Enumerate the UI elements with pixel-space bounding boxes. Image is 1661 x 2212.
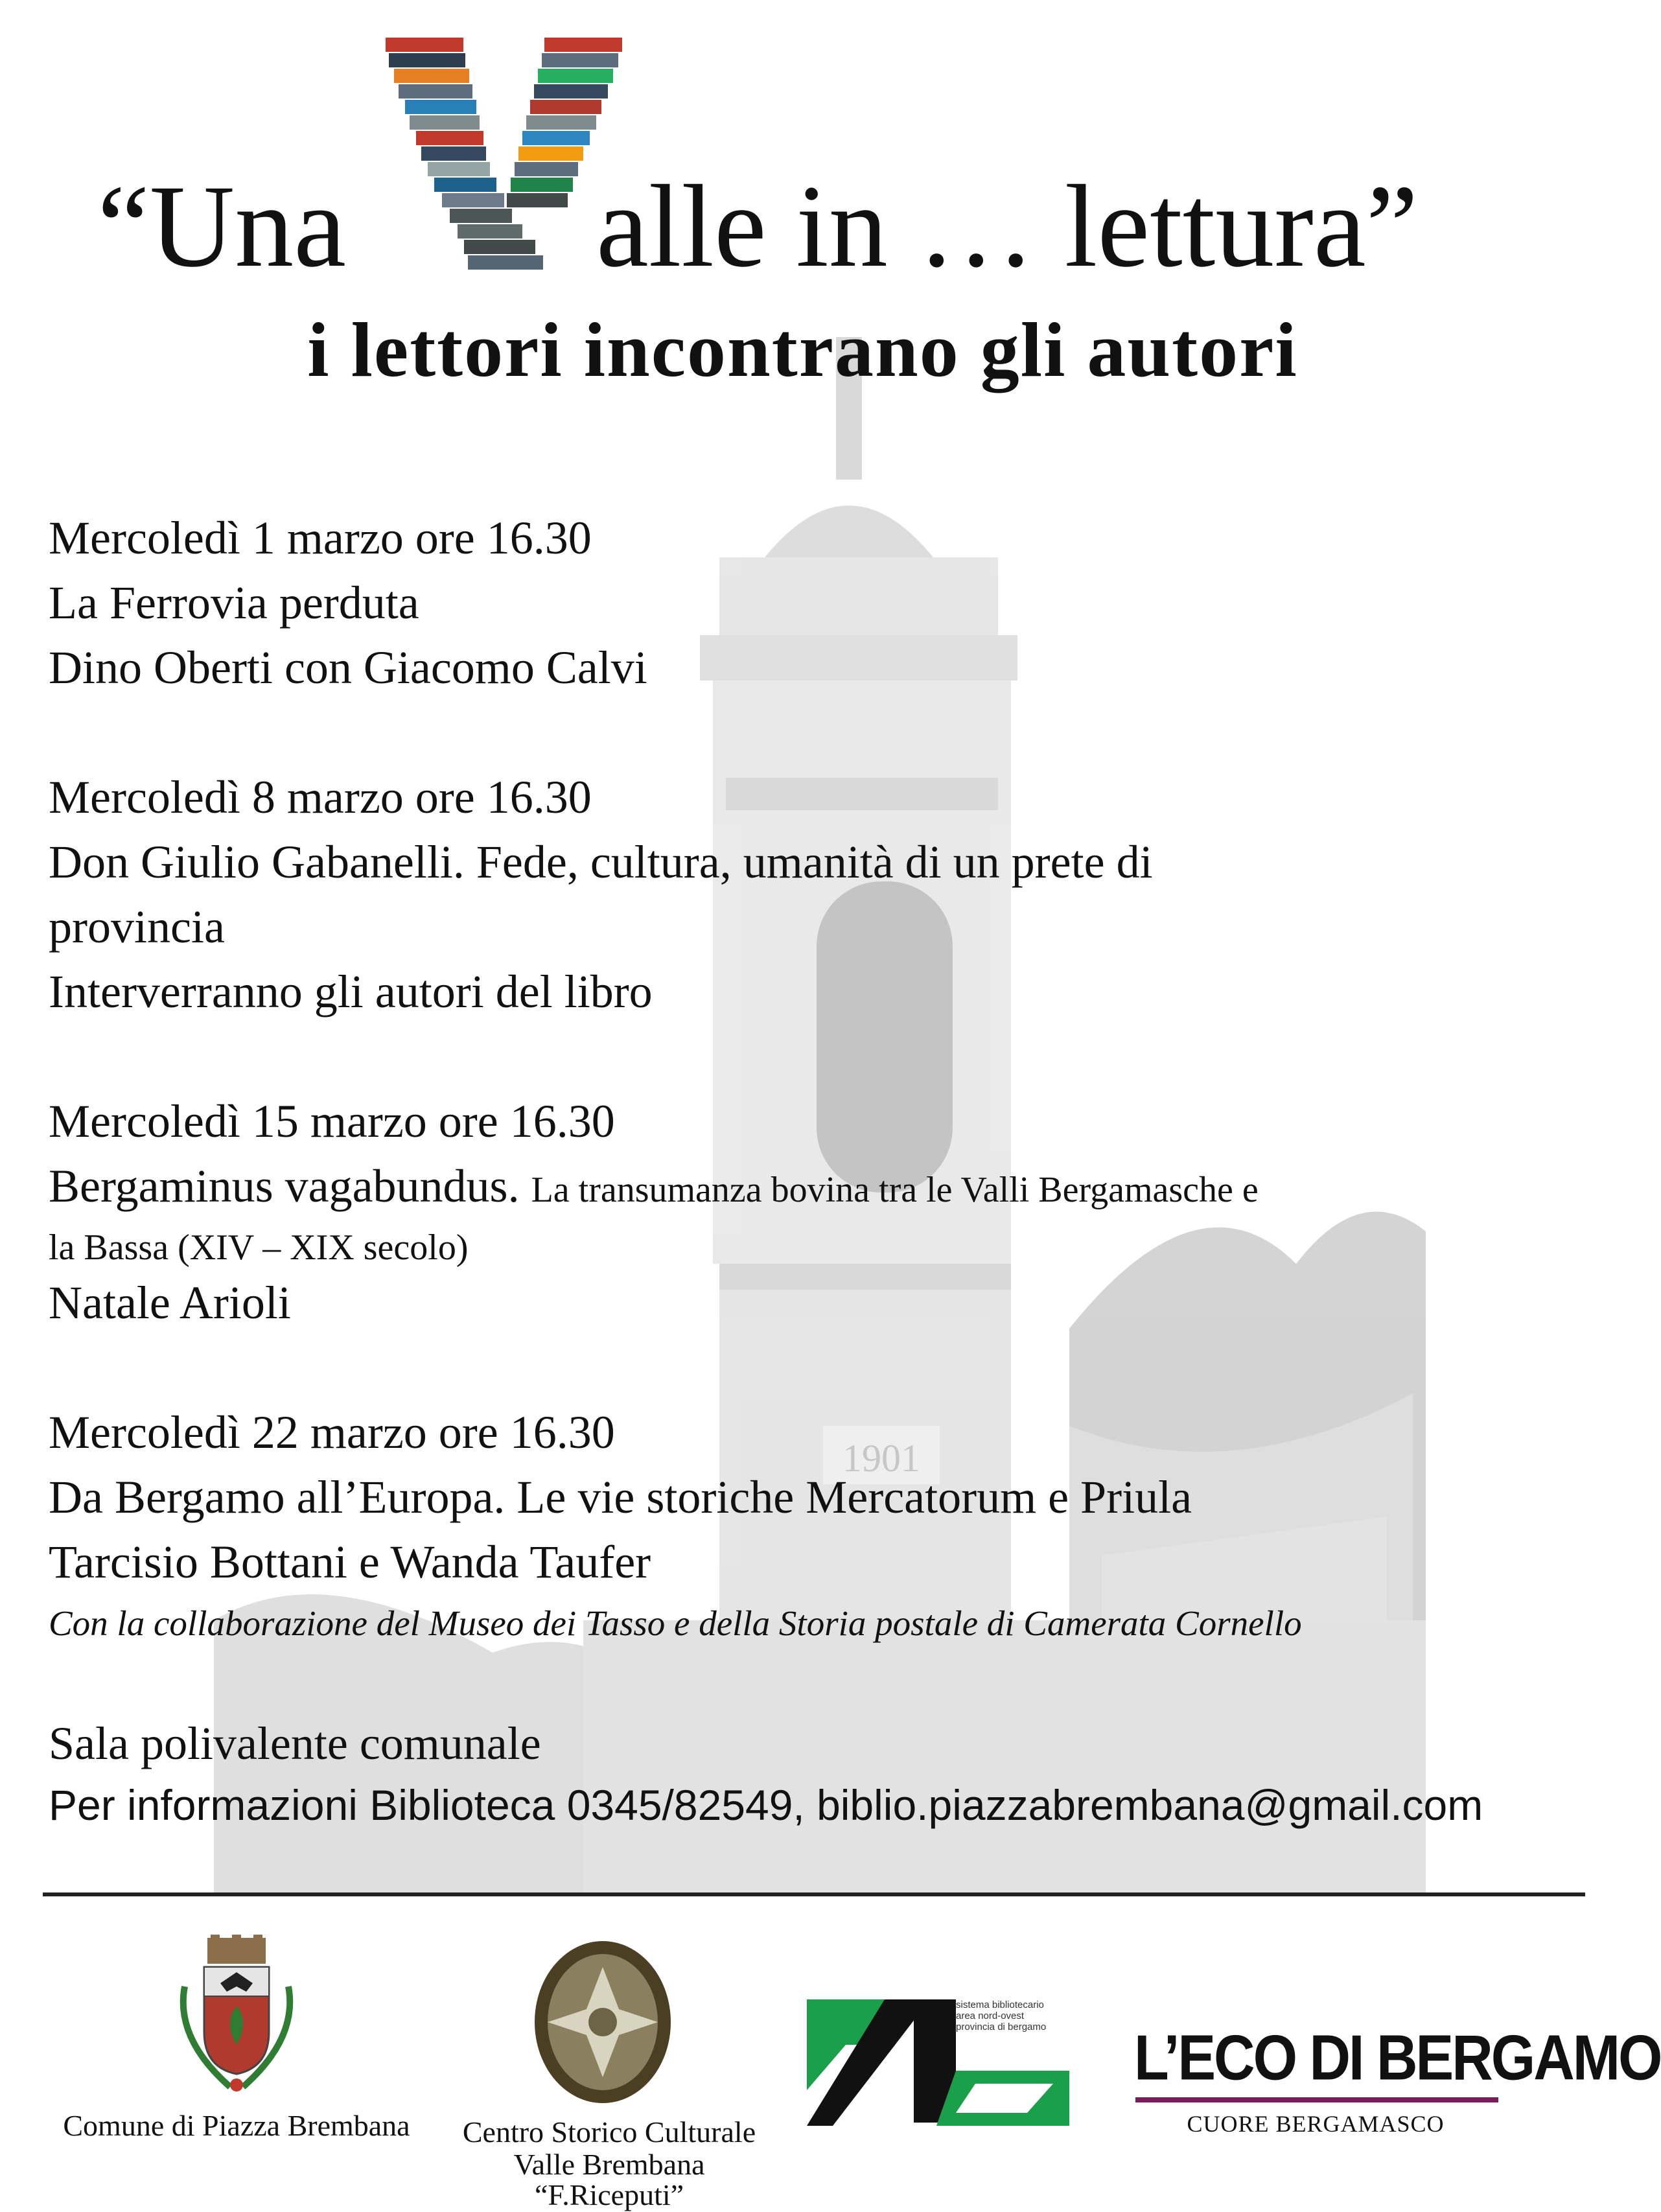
event-3-title-row: [49, 1154, 1565, 1222]
eco-di-bergamo-logo: L’ECO DI BERGAMO: [1134, 2021, 1661, 2093]
sistema-text: [956, 1999, 1098, 2032]
event-3-title: Bergaminus vagabundus.: [49, 1160, 520, 1212]
centro-caption-line3: “F.Riceputi”: [534, 2178, 684, 2211]
main-title: [0, 162, 1605, 292]
footer-divider: [43, 1892, 1585, 1896]
centro-caption-line2: Valle Brembana: [513, 2148, 705, 2181]
sistema-text-line3: provincia di bergamo: [956, 2021, 1047, 2032]
event-3-date: Mercoledì 15 marzo ore 16.30: [49, 1095, 615, 1147]
title-part-una: “Una: [97, 161, 346, 292]
event-2-authors: Interverranno gli autori del libro: [49, 966, 653, 1018]
event-3-authors: Natale Arioli: [49, 1277, 291, 1329]
event-2-title-line1: Don Giulio Gabanelli. Fede, cultura, umanità di un prete di: [49, 836, 1153, 888]
comune-coat-of-arms-icon: [159, 1935, 314, 2097]
sistema-text-line1: sistema bibliotecario: [956, 1999, 1044, 2010]
subtitle: i lettori incontrano gli autori: [307, 307, 1298, 393]
venue: Sala polivalente comunale: [49, 1717, 541, 1769]
title-part-valle-in-lettura: alle in … lettura”: [596, 161, 1419, 292]
event-2-title-line2: provincia: [49, 901, 225, 953]
centro-storico-stone-icon: [531, 1938, 674, 2106]
event-1-authors: Dino Oberti con Giacomo Calvi: [49, 642, 647, 693]
event-4-date: Mercoledì 22 marzo ore 16.30: [49, 1406, 615, 1458]
info-contact: Per informazioni Biblioteca 0345/82549, biblio.piazzabrembana@gmail.com: [49, 1781, 1483, 1829]
centro-caption-line1: Centro Storico Culturale: [462, 2115, 756, 2148]
event-4-note: Con la collaborazione del Museo dei Tasso e della Storia postale di Camerata Cornello: [49, 1603, 1302, 1643]
sistema-text-line2: area nord-ovest: [956, 2010, 1025, 2021]
event-1-title: La Ferrovia perduta: [49, 577, 419, 629]
eco-underline: [1135, 2097, 1498, 2102]
eco-subtitle: CUORE BERGAMASCO: [1187, 2111, 1445, 2137]
event-1-date: Mercoledì 1 marzo ore 16.30: [49, 512, 592, 564]
event-4-authors: Tarcisio Bottani e Wanda Taufer: [49, 1536, 651, 1588]
event-4-title: Da Bergamo all’Europa. Le vie storiche Mercatorum e Priula: [49, 1471, 1192, 1523]
event-2-date: Mercoledì 8 marzo ore 16.30: [49, 771, 592, 823]
comune-caption: Comune di Piazza Brembana: [63, 2109, 410, 2142]
event-3-subtitle-line2: la Bassa (XIV – XIX secolo): [49, 1228, 469, 1268]
tower-date-plaque: 1901: [842, 1437, 920, 1480]
event-3-subtitle-line1: La transumanza bovina tra le Valli Bergamasche e: [531, 1170, 1259, 1210]
